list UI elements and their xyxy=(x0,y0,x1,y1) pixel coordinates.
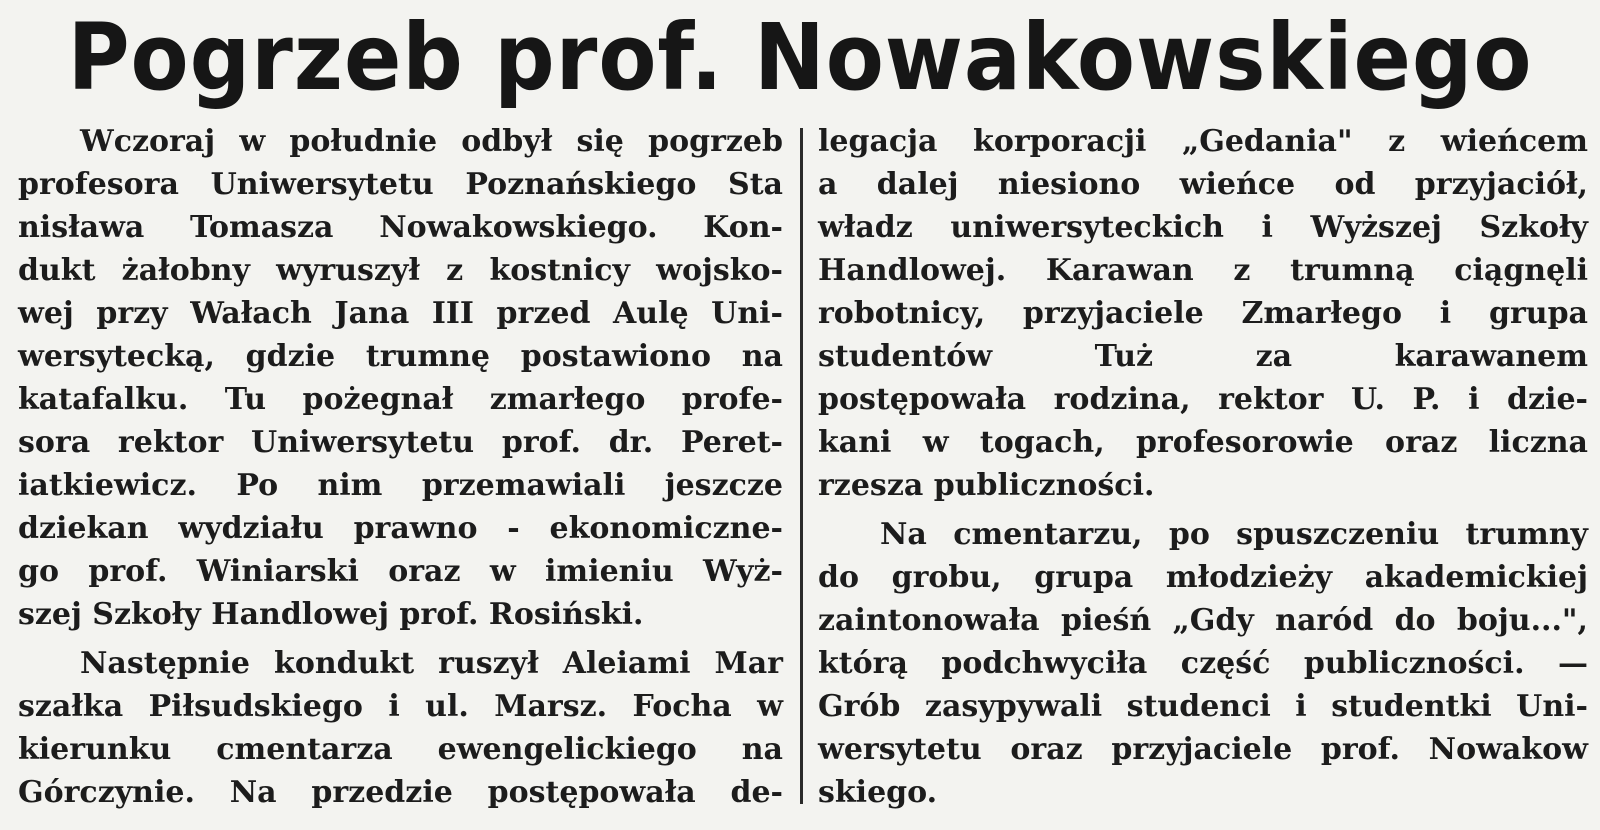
left-column xyxy=(18,120,783,814)
text-line: wersytetu oraz przyjaciele prof. Nowakow xyxy=(818,732,1588,767)
text-line: wersytecką, gdzie trumnę postawiono na xyxy=(18,339,783,374)
right-column xyxy=(818,120,1588,814)
article-headline: Pogrzeb prof. Nowakowskiego xyxy=(67,4,1533,111)
text-line: dziekan wydziału prawno - ekonomiczne- xyxy=(18,511,783,546)
text-line: dukt żałobny wyruszył z kostnicy wojsko- xyxy=(18,253,783,288)
column-divider xyxy=(800,128,803,804)
text-line: Grób zasypywali studenci i studentki Uni- xyxy=(818,689,1588,724)
text-line: postępowała rodzina, rektor U. P. i dzie- xyxy=(818,382,1588,417)
text-line: Handlowej. Karawan z trumną ciągnęli xyxy=(818,253,1588,288)
text-line: a dalej niesiono wieńce od przyjaciół, xyxy=(818,167,1588,202)
text-line: kierunku cmentarza ewengelickiego na xyxy=(18,732,783,767)
text-line: Wczoraj w południe odbył się pogrzeb xyxy=(80,124,783,159)
text-line: zaintonowała pieśń „Gdy naród do boju...", xyxy=(818,603,1588,638)
text-line: Górczynie. Na przedzie postępowała de- xyxy=(18,775,783,810)
text-line: katafalku. Tu pożegnał zmarłego profe- xyxy=(18,382,783,417)
text-line: profesora Uniwersytetu Poznańskiego Sta xyxy=(18,167,783,202)
text-line: go prof. Winiarski oraz w imieniu Wyż- xyxy=(18,554,783,589)
text-line: robotnicy, przyjaciele Zmarłego i grupa xyxy=(818,296,1588,331)
text-line: nisława Tomasza Nowakowskiego. Kon- xyxy=(18,210,783,245)
text-line: Następnie kondukt ruszył Aleiami Mar xyxy=(80,646,783,681)
text-line: szałka Piłsudskiego i ul. Marsz. Focha w xyxy=(18,689,783,724)
text-line: wej przy Wałach Jana III przed Aulę Uni- xyxy=(18,296,783,331)
text-line: iatkiewicz. Po nim przemawiali jeszcze xyxy=(18,468,783,503)
text-line: do grobu, grupa młodzieży akademickiej xyxy=(818,560,1588,595)
text-line: skiego. xyxy=(818,775,938,810)
text-line: władz uniwersyteckich i Wyższej Szkoły xyxy=(818,210,1588,245)
text-line: Na cmentarzu, po spuszczeniu trumny xyxy=(880,517,1588,552)
text-line: kani w togach, profesorowie oraz liczna xyxy=(818,425,1588,460)
text-line: studentów Tuż za karawanem xyxy=(818,339,1588,374)
text-line: legacja korporacji „Gedania" z wieńcem xyxy=(818,124,1588,159)
text-line: sora rektor Uniwersytetu prof. dr. Peret- xyxy=(18,425,783,460)
text-line: szej Szkoły Handlowej prof. Rosiński. xyxy=(18,597,644,632)
text-line: rzesza publiczności. xyxy=(818,468,1155,503)
text-line: którą podchwyciła część publiczności. — xyxy=(818,646,1588,681)
